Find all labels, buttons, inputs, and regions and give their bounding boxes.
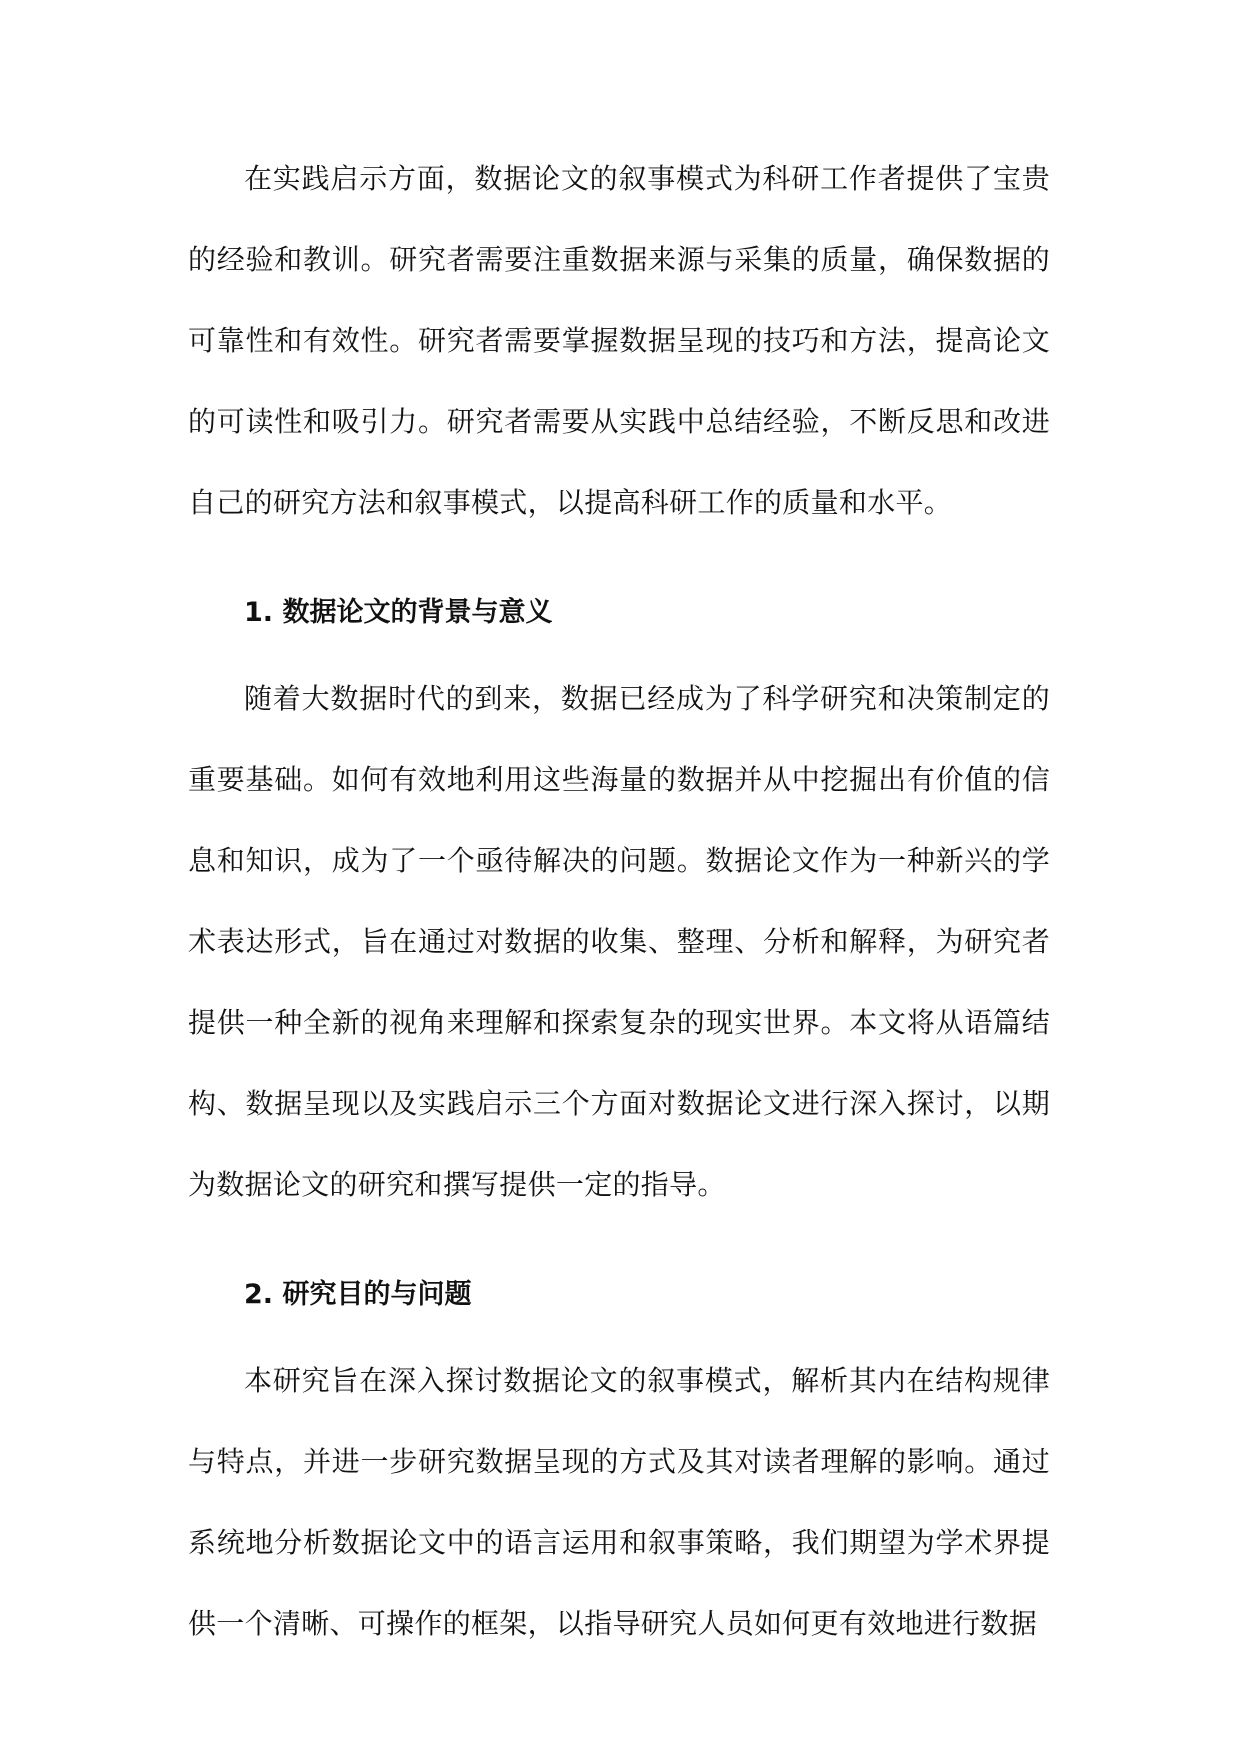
section-spacer (188, 1225, 1050, 1254)
section-heading-background: 1. 数据论文的背景与意义 (244, 597, 553, 628)
intro-paragraph: 在实践启示方面，数据论文的叙事模式为科研工作者提供了宝贵的经验和教训。研究者需要注重数据来源与采集的质量，确保数据的可靠性和有效性。研究者需要掌握数据呈现的技巧和方法，提高论文的可读性和吸引力。研究者需要从实践中总结经验，不断反思和改进自己的研究方法和叙事模式，以提高科研工作的质量和水平。 (188, 162, 1050, 519)
document-body (188, 138, 1050, 1664)
section-spacer (188, 543, 1050, 572)
section-paragraph-background: 随着大数据时代的到来，数据已经成为了科学研究和决策制定的重要基础。如何有效地利用这些海量的数据并从中挖掘出有价值的信息和知识，成为了一个亟待解决的问题。数据论文作为一种新兴的学术表达形式，旨在通过对数据的收集、整理、分析和解释，为研究者提供一种全新的视角来理解和探索复杂的现实世界。本文将从语篇结构、数据呈现以及实践启示三个方面对数据论文进行深入探讨，以期为数据论文的研究和撰写提供一定的指导。 (188, 682, 1050, 1201)
section-heading-objectives: 2. 研究目的与问题 (244, 1279, 472, 1310)
section-paragraph-objectives: 本研究旨在深入探讨数据论文的叙事模式，解析其内在结构规律与特点，并进一步研究数据呈现的方式及其对读者理解的影响。通过系统地分析数据论文中的语言运用和叙事策略，我们期望为学术界提供一个清晰、可操作的框架，以指导研究人员如何更有效地进行数据 (188, 1364, 1050, 1640)
